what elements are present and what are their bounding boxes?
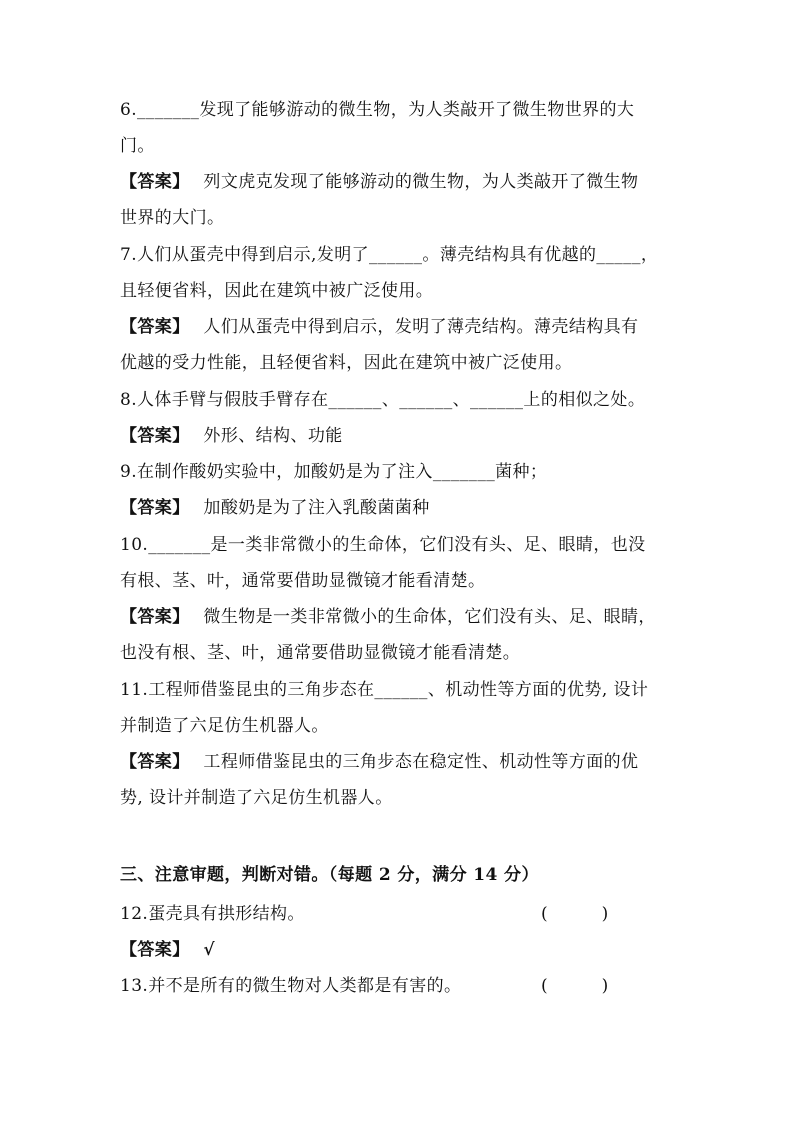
q11-line1: 11.工程师借鉴昆虫的三角步态在______、机动性等方面的优势, 设计 bbox=[120, 680, 649, 700]
q6-line1: 6._______发现了能够游动的微生物，为人类敲开了微生物世界的大 bbox=[120, 100, 635, 120]
answer-label: 【答案】 bbox=[120, 426, 190, 446]
answer-text: 外形、结构、功能 bbox=[203, 426, 343, 446]
answer-check-mark: √ bbox=[203, 940, 215, 960]
q12-line1: 12.蛋壳具有拱形结构。 bbox=[120, 904, 305, 924]
answer-label: 【答案】 bbox=[120, 498, 190, 518]
q7-line1: 7.人们从蛋壳中得到启示,发明了______。薄壳结构具有优越的_____， bbox=[120, 245, 659, 265]
q13-answer-blank: ( ) bbox=[541, 976, 609, 996]
answer-label: 【答案】 bbox=[120, 172, 190, 192]
q10-line1: 10._______是一类非常微小的生命体，它们没有头、足、眼睛，也没 bbox=[120, 535, 646, 555]
answer-label: 【答案】 bbox=[120, 940, 190, 960]
section3-heading: 三、注意审题，判断对错。（每题 2 分，满分 14 分） bbox=[120, 865, 539, 885]
answer-label: 【答案】 bbox=[120, 317, 190, 337]
q11-line2: 并制造了六足仿生机器人。 bbox=[120, 716, 329, 736]
q8-answer-line1 bbox=[120, 425, 690, 447]
q7-line2: 且轻便省料，因此在建筑中被广泛使用。 bbox=[120, 281, 434, 301]
answer-label: 【答案】 bbox=[120, 607, 190, 627]
q8-line1: 8.人体手臂与假肢手臂存在______、______、______上的相似之处。 bbox=[120, 390, 646, 410]
answer-label: 【答案】 bbox=[120, 752, 190, 772]
q9-line1: 9.在制作酸奶实验中，加酸奶是为了注入_______菌种； bbox=[120, 462, 548, 482]
q11-answer-line2: 势, 设计并制造了六足仿生机器人。 bbox=[120, 788, 393, 808]
q6-answer-line1 bbox=[120, 171, 690, 193]
answer-text: 工程师借鉴昆虫的三角步态在稳定性、机动性等方面的优 bbox=[203, 752, 639, 772]
q10-answer-line1 bbox=[120, 606, 690, 628]
q10-line2: 有根、茎、叶，通常要借助显微镜才能看清楚。 bbox=[120, 571, 486, 591]
q6-answer-line2: 世界的大门。 bbox=[120, 208, 225, 228]
q6-line2: 门。 bbox=[120, 136, 155, 156]
q11-answer-line1 bbox=[120, 751, 690, 773]
q12-answer-blank: ( ) bbox=[541, 904, 609, 924]
answer-text: 微生物是一类非常微小的生命体，它们没有头、足、眼睛， bbox=[203, 607, 656, 627]
q12-answer-line1 bbox=[120, 939, 690, 961]
answer-text: 列文虎克发现了能够游动的微生物，为人类敲开了微生物 bbox=[203, 172, 639, 192]
q7-answer-line2: 优越的受力性能，且轻便省料，因此在建筑中被广泛使用。 bbox=[120, 353, 573, 373]
q9-answer-line1 bbox=[120, 497, 690, 519]
answer-text: 加酸奶是为了注入乳酸菌菌种 bbox=[203, 498, 430, 518]
q10-answer-line2: 也没有根、茎、叶，通常要借助显微镜才能看清楚。 bbox=[120, 643, 521, 663]
q7-answer-line1 bbox=[120, 316, 690, 338]
q13-line1: 13.并不是所有的微生物对人类都是有害的。 bbox=[120, 976, 462, 996]
answer-text: 人们从蛋壳中得到启示，发明了薄壳结构。薄壳结构具有 bbox=[203, 317, 639, 337]
